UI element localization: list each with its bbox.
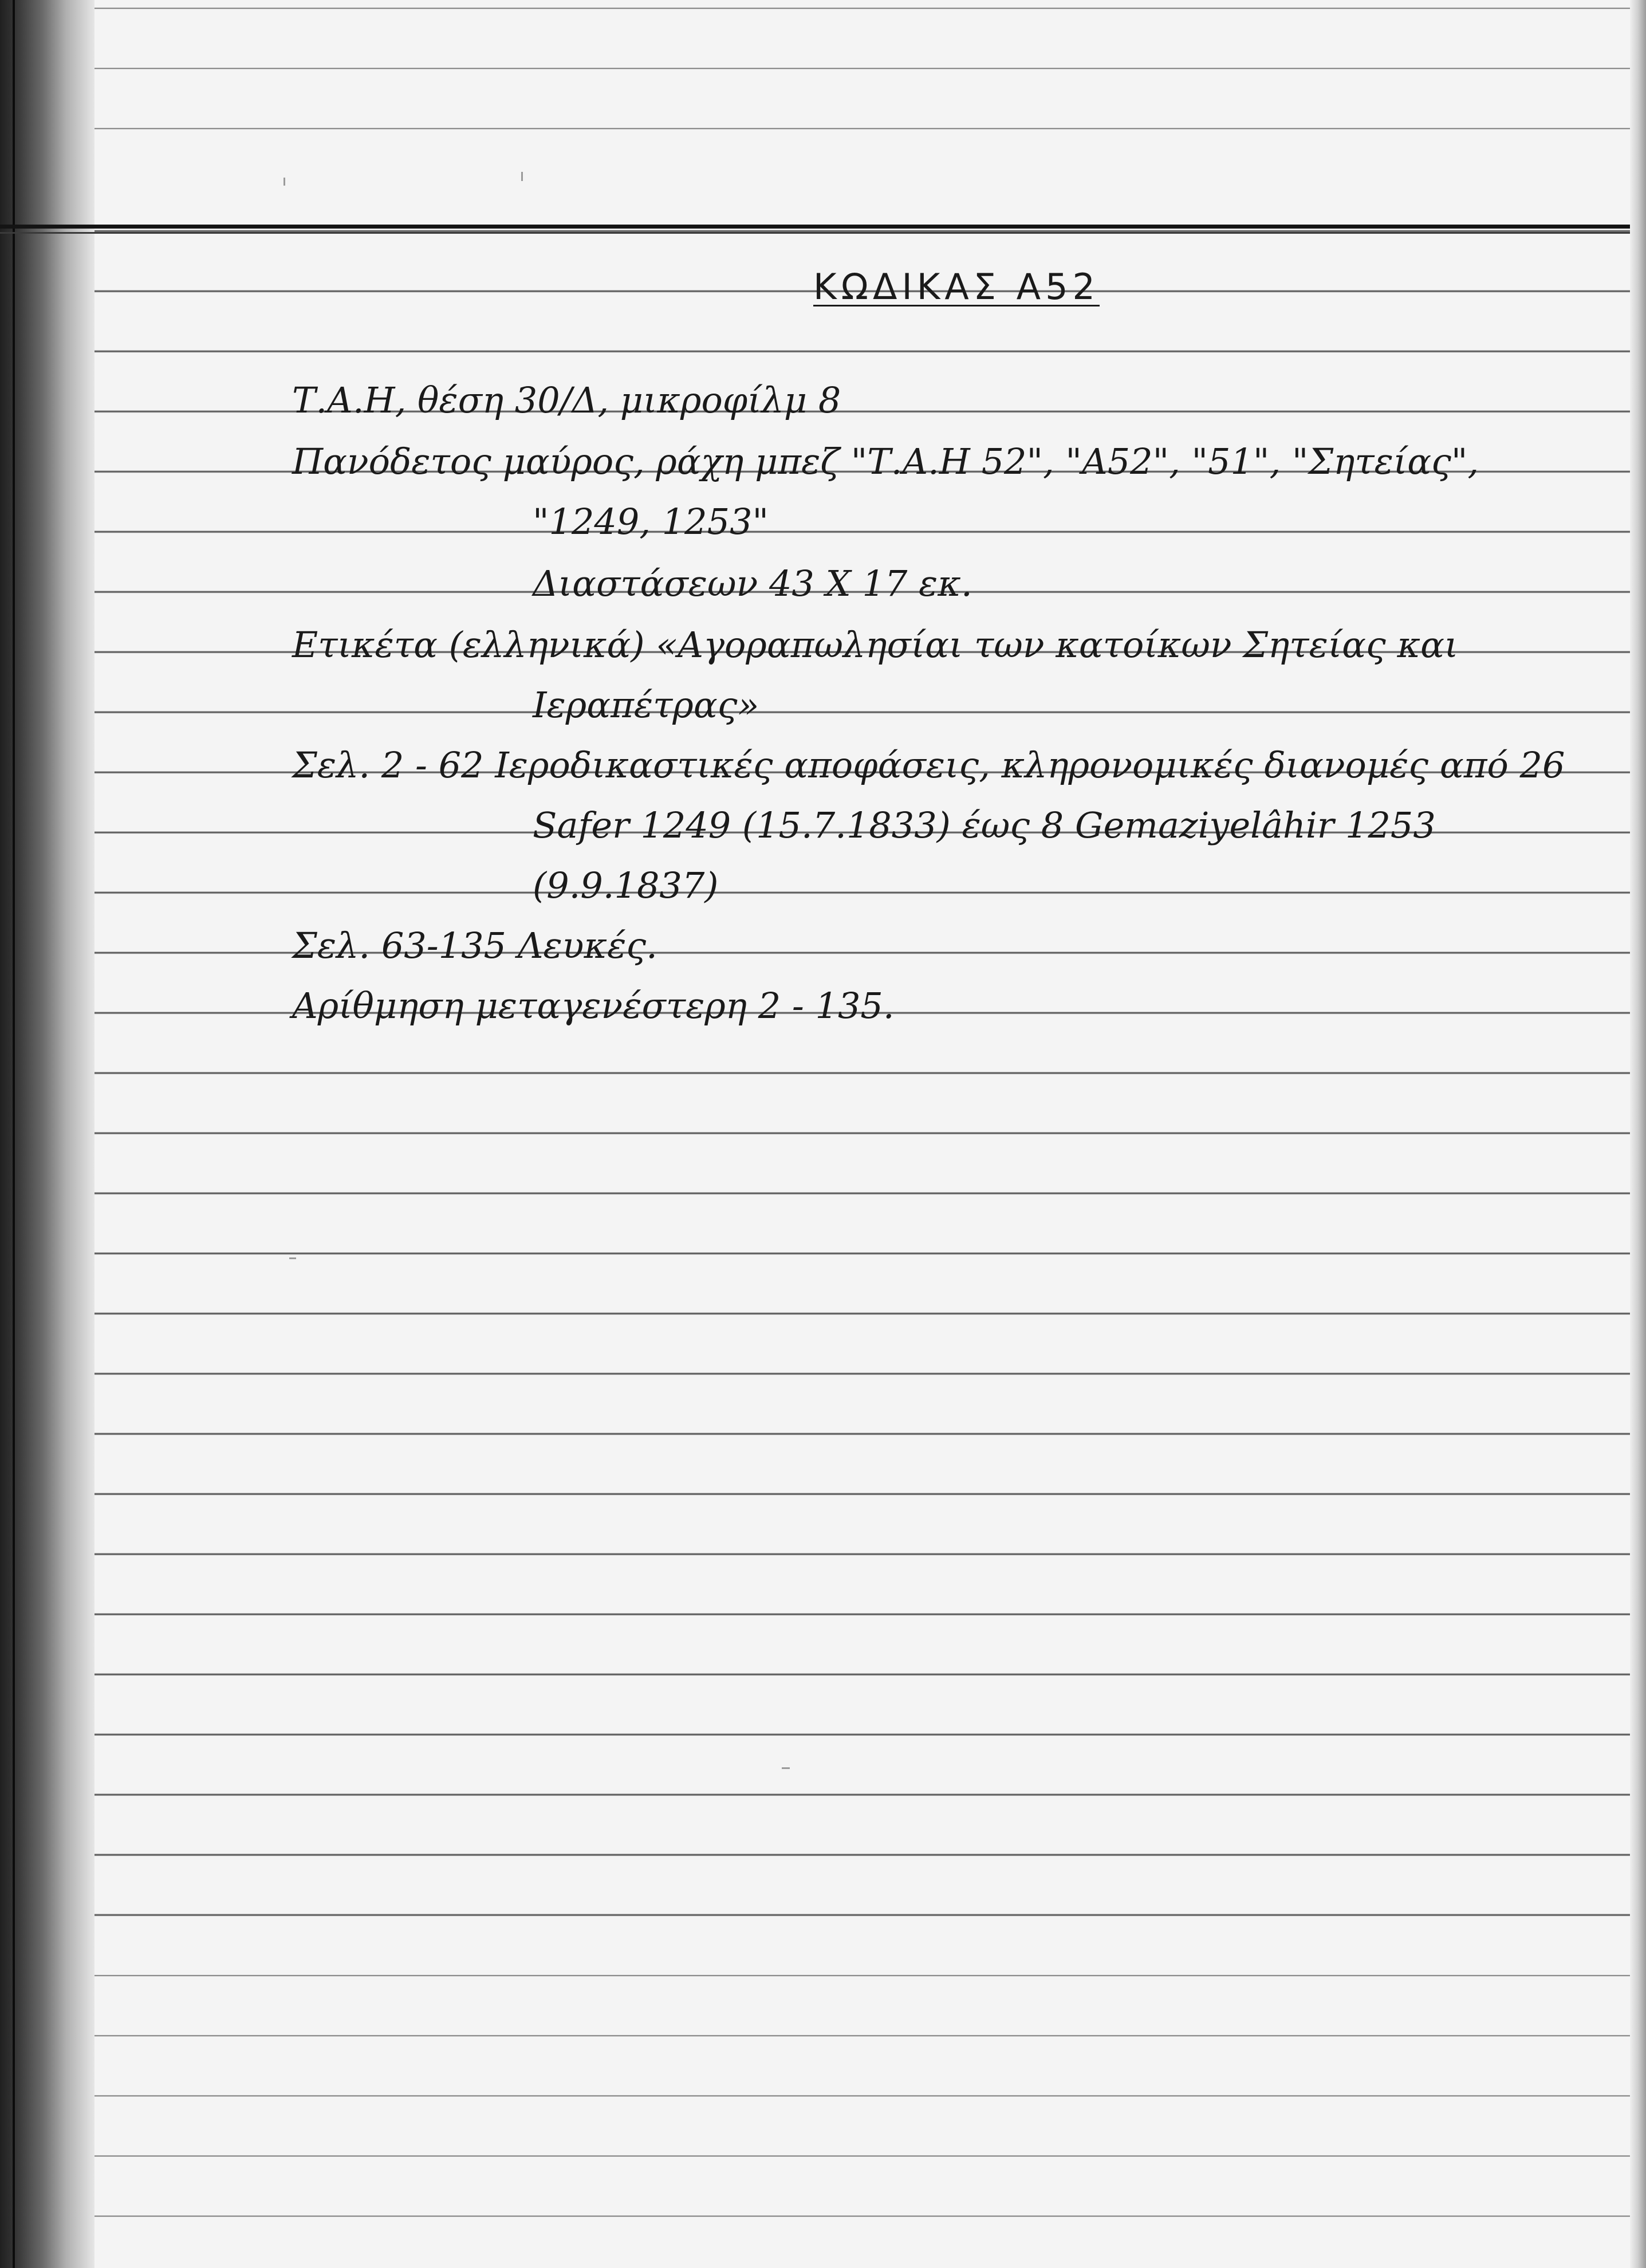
text-line: Διαστάσεων 43 Χ 17 εκ. [533, 563, 972, 604]
binding-seam [13, 0, 15, 2268]
text-line: Safer 1249 (15.7.1833) έως 8 Gemaziyelâhir 1253 [533, 804, 1436, 846]
header-double-rule [0, 225, 1630, 229]
stray-mark [782, 1767, 790, 1769]
page-right-edge [1630, 0, 1646, 2268]
text-line: Σελ. 63-135 Λευκές. [292, 925, 657, 966]
header-double-rule-lower [0, 232, 1630, 234]
stray-mark [289, 1257, 296, 1259]
stray-mark [521, 172, 523, 181]
stray-mark [283, 178, 285, 186]
text-line: Αρίθμηση μεταγενέστερη 2 - 135. [292, 985, 895, 1027]
text-line: Πανόδετος μαύρος, ράχη μπεζ "Τ.Α.Η 52", "Α52", "51", "Σητείας", [292, 441, 1479, 482]
ruled-page [94, 0, 1630, 2268]
text-line: (9.9.1837) [533, 864, 719, 906]
binding-strip [0, 0, 94, 2268]
page-title: ΚΩΔΙΚΑΣ Α52 [813, 266, 1100, 308]
text-line: Ιεραπέτρας» [533, 684, 759, 726]
text-line: Σελ. 2 - 62 Ιεροδικαστικές αποφάσεις, κληρονομικές διανομές από 26 [292, 744, 1565, 786]
text-line: "1249, 1253" [533, 501, 769, 543]
text-line: Τ.Α.Η, θέση 30/Δ, μικροφίλμ 8 [292, 379, 841, 421]
text-line: Ετικέτα (ελληνικά) «Αγοραπωλησίαι των κατοίκων Σητείας και [292, 624, 1459, 666]
